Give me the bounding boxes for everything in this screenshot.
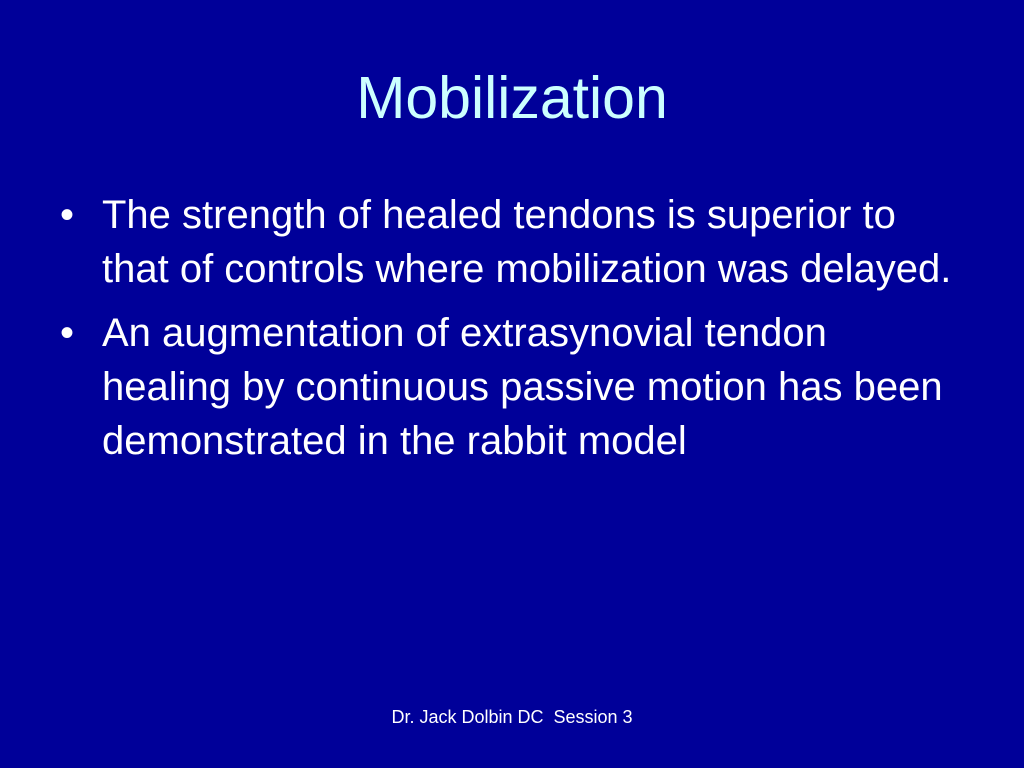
bullet-item	[0, 188, 1024, 296]
slide-title: Mobilization	[356, 65, 668, 131]
bullet-icon: •	[60, 193, 75, 237]
slide-footer: Dr. Jack Dolbin DC Session 3	[391, 707, 633, 727]
bullet-icon: •	[60, 311, 75, 355]
bullet-item	[0, 306, 1024, 468]
bullet-text: The strength of healed tendons is superior to that of controls where mobilization was delayed.	[102, 193, 952, 291]
bullet-text: An augmentation of extrasynovial tendon healing by continuous passive motion has been demonstrated in the rabbit model	[102, 311, 943, 463]
bullet-list	[0, 188, 1024, 478]
